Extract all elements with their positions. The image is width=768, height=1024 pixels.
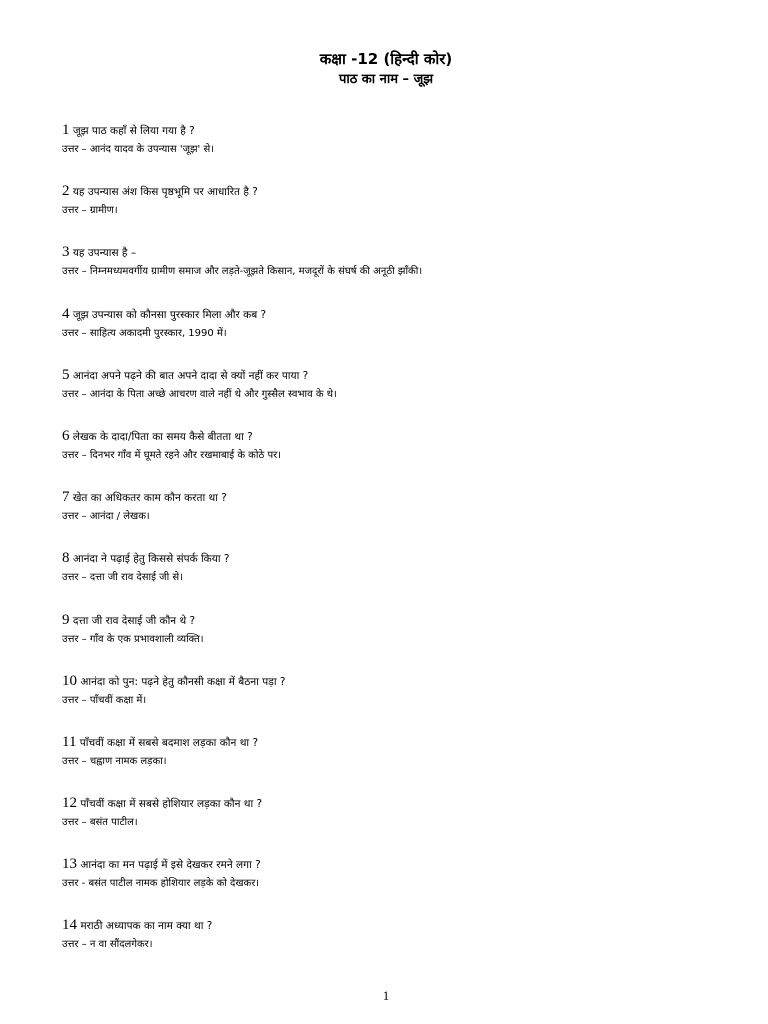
question-number: 7 [62, 489, 70, 506]
question-number: 14 [62, 917, 77, 934]
question [62, 487, 742, 508]
page-header [0, 48, 768, 90]
question [62, 365, 742, 386]
answer: उत्तर – आनंदा / लेखक। [62, 511, 150, 523]
question-text: आनंदा ने पढ़ाई हेतु किससे संपर्क किया ? [72, 553, 230, 566]
qa-item-8 [62, 548, 742, 609]
answer: उत्तर – आनंद यादव के उपन्यास 'जूझ' से। [62, 144, 215, 155]
answer: उत्तर – पाँचवीं कक्षा में। [62, 694, 147, 706]
question-number: 4 [62, 305, 70, 322]
question [62, 671, 742, 692]
answer: उत्तर - बसंत पाटील नामक होशियार लड़के को देखकर। [62, 878, 260, 890]
qa-item-7 [62, 487, 742, 548]
qa-item-12 [62, 793, 742, 854]
question-number: 6 [62, 427, 70, 444]
question-number: 10 [62, 672, 77, 689]
question-number: 8 [62, 550, 70, 567]
question [62, 242, 742, 263]
qa-item-4 [62, 304, 742, 365]
qa-item-10 [62, 671, 742, 732]
question-answer-list [62, 120, 742, 977]
lesson-name: पाठ का नाम – जूझ [338, 72, 434, 87]
question [62, 793, 742, 814]
question-number: 3 [62, 244, 70, 261]
question-text: पाँचवीं कक्षा में सबसे बदमाश लड़का कौन था ? [79, 736, 259, 749]
question-number: 11 [62, 733, 77, 750]
question [62, 548, 742, 569]
question-text: खेत का अधिकतर काम कौन करता था ? [72, 492, 227, 505]
answer: उत्तर – दिनभर गाँव में घूमते रहने और रखमाबाई के कोठे पर। [62, 449, 282, 461]
question [62, 854, 742, 875]
question-text: जूझ उपन्यास को कौनसा पुरस्कार मिला और कब ? [72, 308, 267, 321]
question-number: 2 [62, 183, 70, 200]
answer: उत्तर – ग्रामीण। [62, 205, 118, 217]
question-text: यह उपन्यास है – [72, 247, 137, 260]
qa-item-6 [62, 426, 742, 487]
answer: उत्तर – न वा सौंदलगेकर। [62, 939, 153, 951]
answer: उत्तर – दत्ता जी राव देसाई जी से। [62, 572, 183, 584]
question [62, 304, 742, 325]
answer: उत्तर – आनंदा के पिता अच्छे आचरण वाले नहीं थे और गुस्सैल स्वभाव के थे। [62, 388, 337, 400]
answer: उत्तर – निम्नमध्यमवर्गीय ग्रामीण समाज और लड़ते-जूझते किसान, मजदूरों के संघर्ष की अनूठी झाँकी। [62, 266, 423, 278]
question-text: आनंदा को पुन: पढ़ने हेतु कौनसी कक्षा में बैठना पड़ा ? [80, 675, 286, 688]
question-text: आनंदा का मन पढ़ाई में इसे देखकर रमने लगा ? [80, 859, 261, 872]
qa-item-1 [62, 120, 742, 181]
question [62, 181, 742, 202]
question-text: लेखक के दादा/पिता का समय कैसे बीतता था ? [72, 430, 253, 443]
document-title: कक्षा -12 (हिन्दी कोर) [319, 50, 453, 68]
qa-item-13 [62, 854, 742, 915]
question-number: 9 [62, 611, 70, 628]
question-number: 13 [62, 856, 77, 873]
qa-item-3 [62, 242, 742, 303]
question [62, 610, 742, 631]
question-number: 5 [62, 366, 70, 383]
answer: उत्तर – गाँव के एक प्रभावशाली व्यक्ति। [62, 633, 204, 645]
qa-item-5 [62, 365, 742, 426]
qa-item-14 [62, 915, 742, 976]
qa-item-9 [62, 610, 742, 671]
question-text: यह उपन्यास अंश किस पृष्ठभूमि पर आधारित है ? [72, 186, 258, 199]
qa-item-11 [62, 732, 742, 793]
answer: उत्तर – चह्वाण नामक लड़का। [62, 755, 167, 767]
page-number: 1 [382, 988, 390, 1003]
question-text: पाँचवीं कक्षा में सबसे होशियार लड़का कौन था ? [80, 798, 263, 811]
question [62, 732, 742, 753]
question-number: 1 [62, 122, 70, 138]
question-text: जूझ पाठ कहाँ से लिया गया है ? [72, 125, 195, 137]
question-text: मराठी अध्यापक का नाम क्या था ? [80, 920, 213, 933]
question-text: दत्ता जी राव देसाई जी कौन थे ? [72, 614, 196, 627]
question [62, 426, 742, 447]
qa-item-2 [62, 181, 742, 242]
question-text: आनंदा अपने पढ़ने की बात अपने दादा से क्यों नहीं कर पाया ? [72, 369, 309, 382]
question [62, 915, 742, 936]
answer: उत्तर – बसंत पाटील। [62, 817, 138, 829]
answer: उत्तर – साहित्य अकादमी पुरस्कार, 1990 में। [62, 327, 227, 339]
question-number: 12 [62, 795, 77, 812]
question [62, 120, 742, 141]
